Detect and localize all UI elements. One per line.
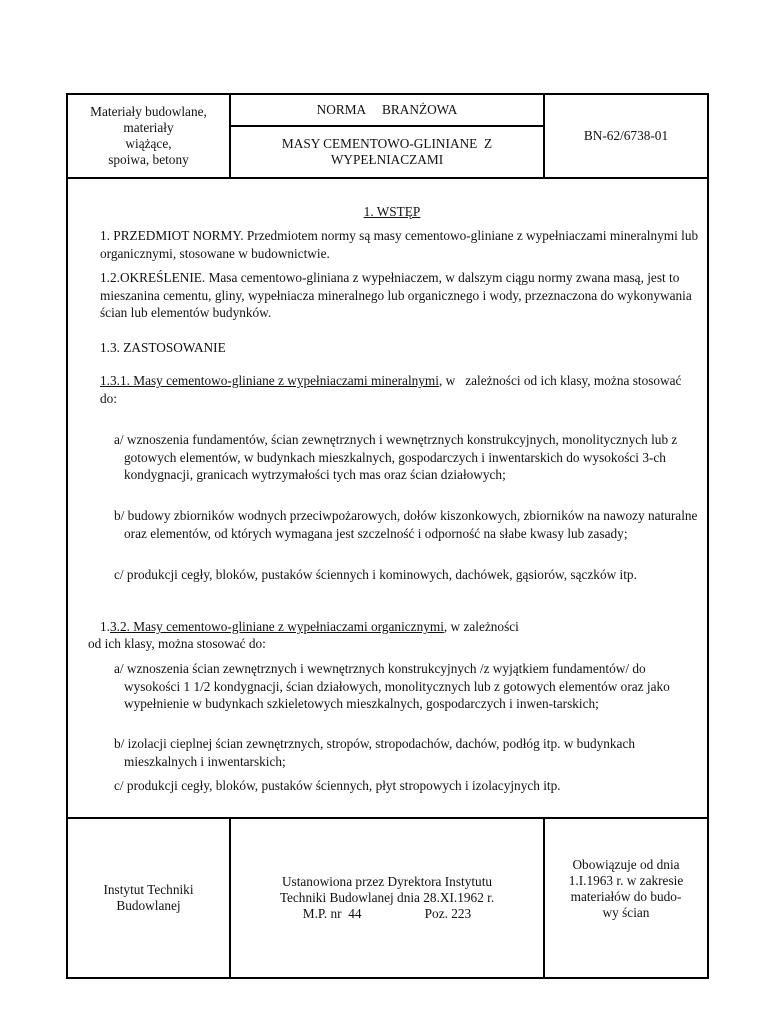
norm-title-line: WYPEŁNIACZAMI xyxy=(330,152,444,167)
header-bottom-rule xyxy=(66,177,709,179)
established-line: Ustanowiona przez Dyrektora Instytutu xyxy=(281,874,493,889)
norm-title xyxy=(231,127,543,177)
norm-code xyxy=(545,95,707,177)
norm-title-line: MASY CEMENTOWO-GLINIANE Z xyxy=(281,136,493,151)
paragraph-organic-line2: od ich klasy, można stosować do: xyxy=(88,636,266,651)
organic-heading: 3.2. Masy cementowo-gliniane z wypełniaczami organicznymi xyxy=(109,619,444,634)
paragraph-definition: 1.2.OKREŚLENIE. Masa cementowo-gliniana z wypełniaczem, w dalszym ciągu normy zwana masą, jest to mieszanina cementu, gliny, wypełniacza mineralnego lub organicznego i wody, przeznaczona do wykonywania ścian lub elementów budynków. xyxy=(100,270,692,320)
mineral-heading: 1.3.1. Masy cementowo-gliniane z wypełniaczami mineralnymi xyxy=(100,373,439,388)
category-line: materiały xyxy=(123,120,174,135)
list-item: b/ budowy zbiorników wodnych przeciwpożarowych, dołów kiszonkowych, zbiorników na nawozy naturalne oraz elementów, od których wymagana jest szczelność i odporność na słabe kwasy lub zasady; xyxy=(114,508,698,541)
list-item: a/ wznoszenia fundamentów, ścian zewnętrznych i wewnętrznych konstrukcyjnych, monolitycznych lub z gotowych elementów, w budynkach mieszkalnych, gospodarczych i inwentarskich do wysokości 3-ch kondygnacji, granicach wytrzymałości tych mas oraz ścian działowych; xyxy=(114,432,678,482)
category-line: spoiwa, betony xyxy=(108,152,189,167)
validity-cell xyxy=(545,819,707,959)
norm-code-text: BN-62/6738-01 xyxy=(583,128,669,143)
list-item: c/ produkcji cegły, bloków, pustaków ściennych, płyt stropowych i izolacyjnych itp. xyxy=(114,778,561,793)
established-line: M.P. nr 44 Poz. 223 xyxy=(302,906,472,921)
category-line: wiążące, xyxy=(125,136,172,151)
paragraph-application-heading: 1.3. ZASTOSOWANIE xyxy=(100,340,226,355)
institute-cell xyxy=(68,819,229,977)
list-item: b/ izolacji cieplnej ścian zewnętrznych, stropów, stropodachów, dachów, podłóg itp. w budynkach mieszkalnych i inwentarskich; xyxy=(114,736,636,769)
list-item: c/ produkcji cegły, bloków, pustaków ściennych i kominowych, dachówek, gąsiorów, sączków itp. xyxy=(114,567,637,582)
section-title xyxy=(100,203,684,221)
established-cell xyxy=(231,819,543,977)
validity-line: 1.I.1963 r. w zakresie xyxy=(568,873,684,888)
validity-line: Obowiązuje od dnia xyxy=(572,857,680,872)
established-line: Techniki Budowlanej dnia 28.XI.1962 r. xyxy=(279,890,495,905)
institute-line: Budowlanej xyxy=(116,898,181,913)
category-cell xyxy=(68,95,229,177)
category-line: Materiały budowlane, xyxy=(90,104,207,119)
paragraph-mineral xyxy=(100,372,700,407)
institute-line: Instytut Techniki xyxy=(103,882,194,897)
list-item: a/ wznoszenia ścian zewnętrznych i wewnętrznych konstrukcyjnych /z wyjątkiem fundamentów/ do wysokości 1 1/2 kondygnacji, ścian działowych, monolitycznych lub z gotowych elementów oraz jako wypełnienie w budynkach szkieletowych mieszkalnych, gospodarczych i inwen-tarskich; xyxy=(114,661,670,711)
section-title-text: 1. WSTĘP xyxy=(363,204,421,219)
organic-heading-rest: , w zależności xyxy=(443,619,519,634)
paragraph-organic xyxy=(100,618,700,636)
validity-line: materiałów do budo- xyxy=(570,889,682,904)
organic-prefix: 1. xyxy=(100,619,110,634)
validity-line: wy ścian xyxy=(602,905,650,920)
paragraph-subject: 1. PRZEDMIOT NORMY. Przedmiotem normy są masy cementowo-gliniane z wypełniaczami mineralnymi lub organicznymi, stosowane w budownictwie. xyxy=(100,228,699,261)
mineral-heading-rest: , w zależności od ich klasy, można stosować do: xyxy=(100,373,685,406)
norm-type-text: NORMA BRANŻOWA xyxy=(316,102,458,117)
norm-type xyxy=(231,95,543,125)
